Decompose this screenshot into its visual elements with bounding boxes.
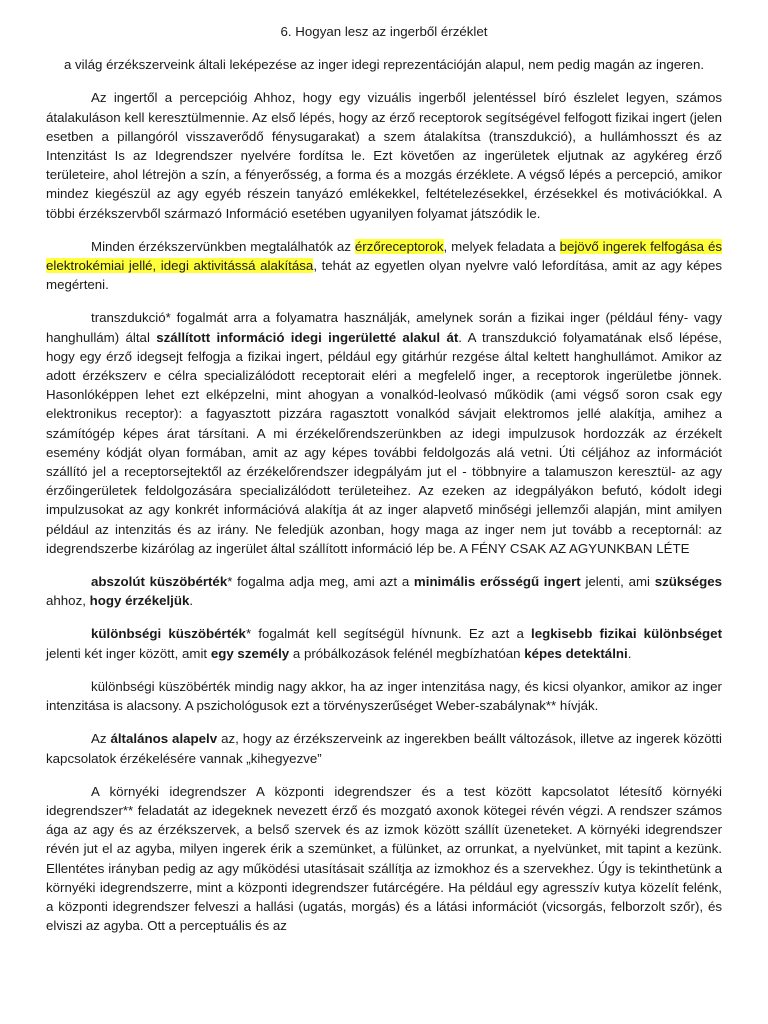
paragraph-intro: a világ érzékszerveink általi leképezése az inger idegi reprezentációján alapul, nem pedig magán az ingeren. <box>63 57 705 73</box>
text-run: , tehát az egyetlen olyan nyelvre való lefordítása, amit az agy képes megérteni. <box>46 258 722 293</box>
paragraph-general-principle <box>46 729 722 767</box>
text-run: * fogalma adja meg, ami azt a <box>227 574 414 590</box>
bold-term: abszolút küszöbérték <box>91 574 228 590</box>
bold-phrase: szállított információ idegi ingerületté alakul át <box>156 329 459 345</box>
bold-word: szükséges <box>654 574 722 590</box>
bold-term: különbségi küszöbérték <box>91 626 246 642</box>
bold-phrase: képes detektálni <box>524 645 628 661</box>
text-run: * fogalmát kell segítségül hívnunk. Ez azt a <box>245 626 532 642</box>
paragraph-difference-threshold <box>46 624 722 662</box>
text-run: . <box>189 593 194 609</box>
bold-phrase: hogy érzékeljük <box>89 593 190 609</box>
text-run: jelenti, ami <box>580 574 655 590</box>
text-run: . A transzdukció folyamatának első lépése, hogy egy érző idegsejt felfogja a fizikai ingert, például egy gitárhúr rezgése által keltett hanghullámot. Amikor az adott érzékszerv e célra specializálódott receptorait eléri a megfelelő inger, a receptorok ingerületbe jönnek. Hasonlóképpen lehet ezt elképzelni, mint ahogyan a vonalkód-leolvasó működik (ami végső soron csak egy elektronikus receptor): a fagyasztott pizzára ragasztott vonalkód sávjait elektromos jellé alakítja, amihez a számítógép képes árat társítani. A mi érzékelőrendszerünkben az idegi impulzusok hordozzák az érzékelt esemény kódját olyan formában, amit az agy képes további feldolgozás alá vetni. Úti céljához az információt szállító jel a receptorsejtektől az érzékelőrendszer idegpályám jut el - többnyire a talamuszon keresztül- az agy érzőingerületek feldolgozására specializálódott területeihez. Az ezeken az idegpályákon befutó, kódolt idegi impulzusokat az agy konkrét információvá alakítja át az inger alapvető minőségi jellemzői alapján, mint amilyen például az intenzitás és az irány. Ne feledjük azonban, hogy maga az inger nem jut tovább a receptornál: az idegrendszerbe kizárólag az ingerület által szállított információ lép be. A FÉNY CSAK AZ AGYUNKBAN LÉTE <box>46 329 723 556</box>
text-run: az, hogy az érzékszerveink az ingerekben beállt változások, illetve az ingerek közötti kapcsolatok érzékelésére vannak „kihegyezve” <box>46 731 722 766</box>
bold-phrase: legkisebb fizikai különbséget <box>531 626 722 642</box>
paragraph-perception: Az ingertől a percepcióig Ahhoz, hogy egy vizuális ingerből jelentéssel bíró észlelet legyen, számos átalakuláson kell keresztülmennie. Az első lépés, hogy az érző receptorok segítségével felfogott fizikai ingert (jelen esetben a pillangóról visszaverődő fénysugarakat) a szem átalakítsa (transzdukció), a hullámhosszt és az Intenzitást Is az Idegrendszer nyelvére fordítsa le. Ezt követően az ingerületek eljutnak az agykéreg érző területeire, ahol létrejön a szín, a fényerősség, a forma és a mozgás érzéklete. A végső lépés a percepció, amikor mindez kiegészül az agy egyéb részein tanyázó emlékekkel, feltételezésekkel, érzésekkel és motivációkkal. A többi érzékszervből származó Információ esetében ugyanilyen folyamat játszódik le. <box>46 90 722 221</box>
paragraph-absolute-threshold <box>46 572 722 610</box>
paragraph-transduction <box>46 308 722 558</box>
highlighted-term-receptors: érzőreceptorok <box>354 238 444 254</box>
text-run: ahhoz, <box>46 593 90 609</box>
paragraph-weber: különbségi küszöbérték mindig nagy akkor, ha az inger intenzitása nagy, és kicsi olyankor, amikor az inger intenzitása is alacsony. A pszichológusok ezt a törvényszerűséget Weber-szabálynak** hívják. <box>46 678 722 714</box>
page-title: 6. Hogyan lesz az ingerből érzéklet <box>280 24 488 39</box>
text-run: jelenti két inger között, amit <box>46 645 211 661</box>
text-run: Az <box>91 731 111 747</box>
bold-phrase: minimális erősségű ingert <box>413 574 581 590</box>
highlighted-phrase-function: bejövő ingerek felfogása és elektrokémiai jellé, idegi aktivitássá alakítása <box>46 238 722 274</box>
text-run: transzdukció* fogalmát arra a folyamatra használják, amelynek során a fizikai inger (például fény- vagy hanghullám) által <box>46 310 722 345</box>
paragraph-receptors <box>46 237 722 295</box>
text-run: , melyek feladata a <box>443 238 560 254</box>
text-run: Minden érzékszervünkben megtalálhatók az <box>91 238 355 254</box>
paragraph-peripheral-nervous-system: A környéki idegrendszer A központi idegrendszer és a test között kapcsolatot létesítő környéki idegrendszer** feladatát az idegeknek nevezett érző és mozgató axonok kötegei révén végzi. A rendszer számos ága az agy és az érzékszervek, a belső szervek és az izmok között szállít üzeneteket. A környéki idegrendszer révén jut el az agyba, milyen ingerek érik a szemünket, a fülünket, az orrunkat, a nyelvünket, mit tapint a kezünk. Ellentétes irányban pedig az agy működési utasításait szállítja az izmokhoz és a szervekhez. Úgy is tekinthetünk a környéki idegrendszerre, mint a központi idegrendszer futárcégére. Ha például egy agresszív kutya közelít felénk, a központi idegrendszer felveszi a hallási (ugatás, morgás) és a látási információt (vicsorgás, felborzolt szőr), és elviszi az agyba. Ott a perceptuális és az <box>46 783 722 934</box>
text-run: . <box>627 645 632 661</box>
bold-phrase: egy személy <box>210 645 290 661</box>
bold-phrase: általános alapelv <box>110 731 218 747</box>
text-run: a próbálkozások felénél megbízhatóan <box>289 645 525 661</box>
